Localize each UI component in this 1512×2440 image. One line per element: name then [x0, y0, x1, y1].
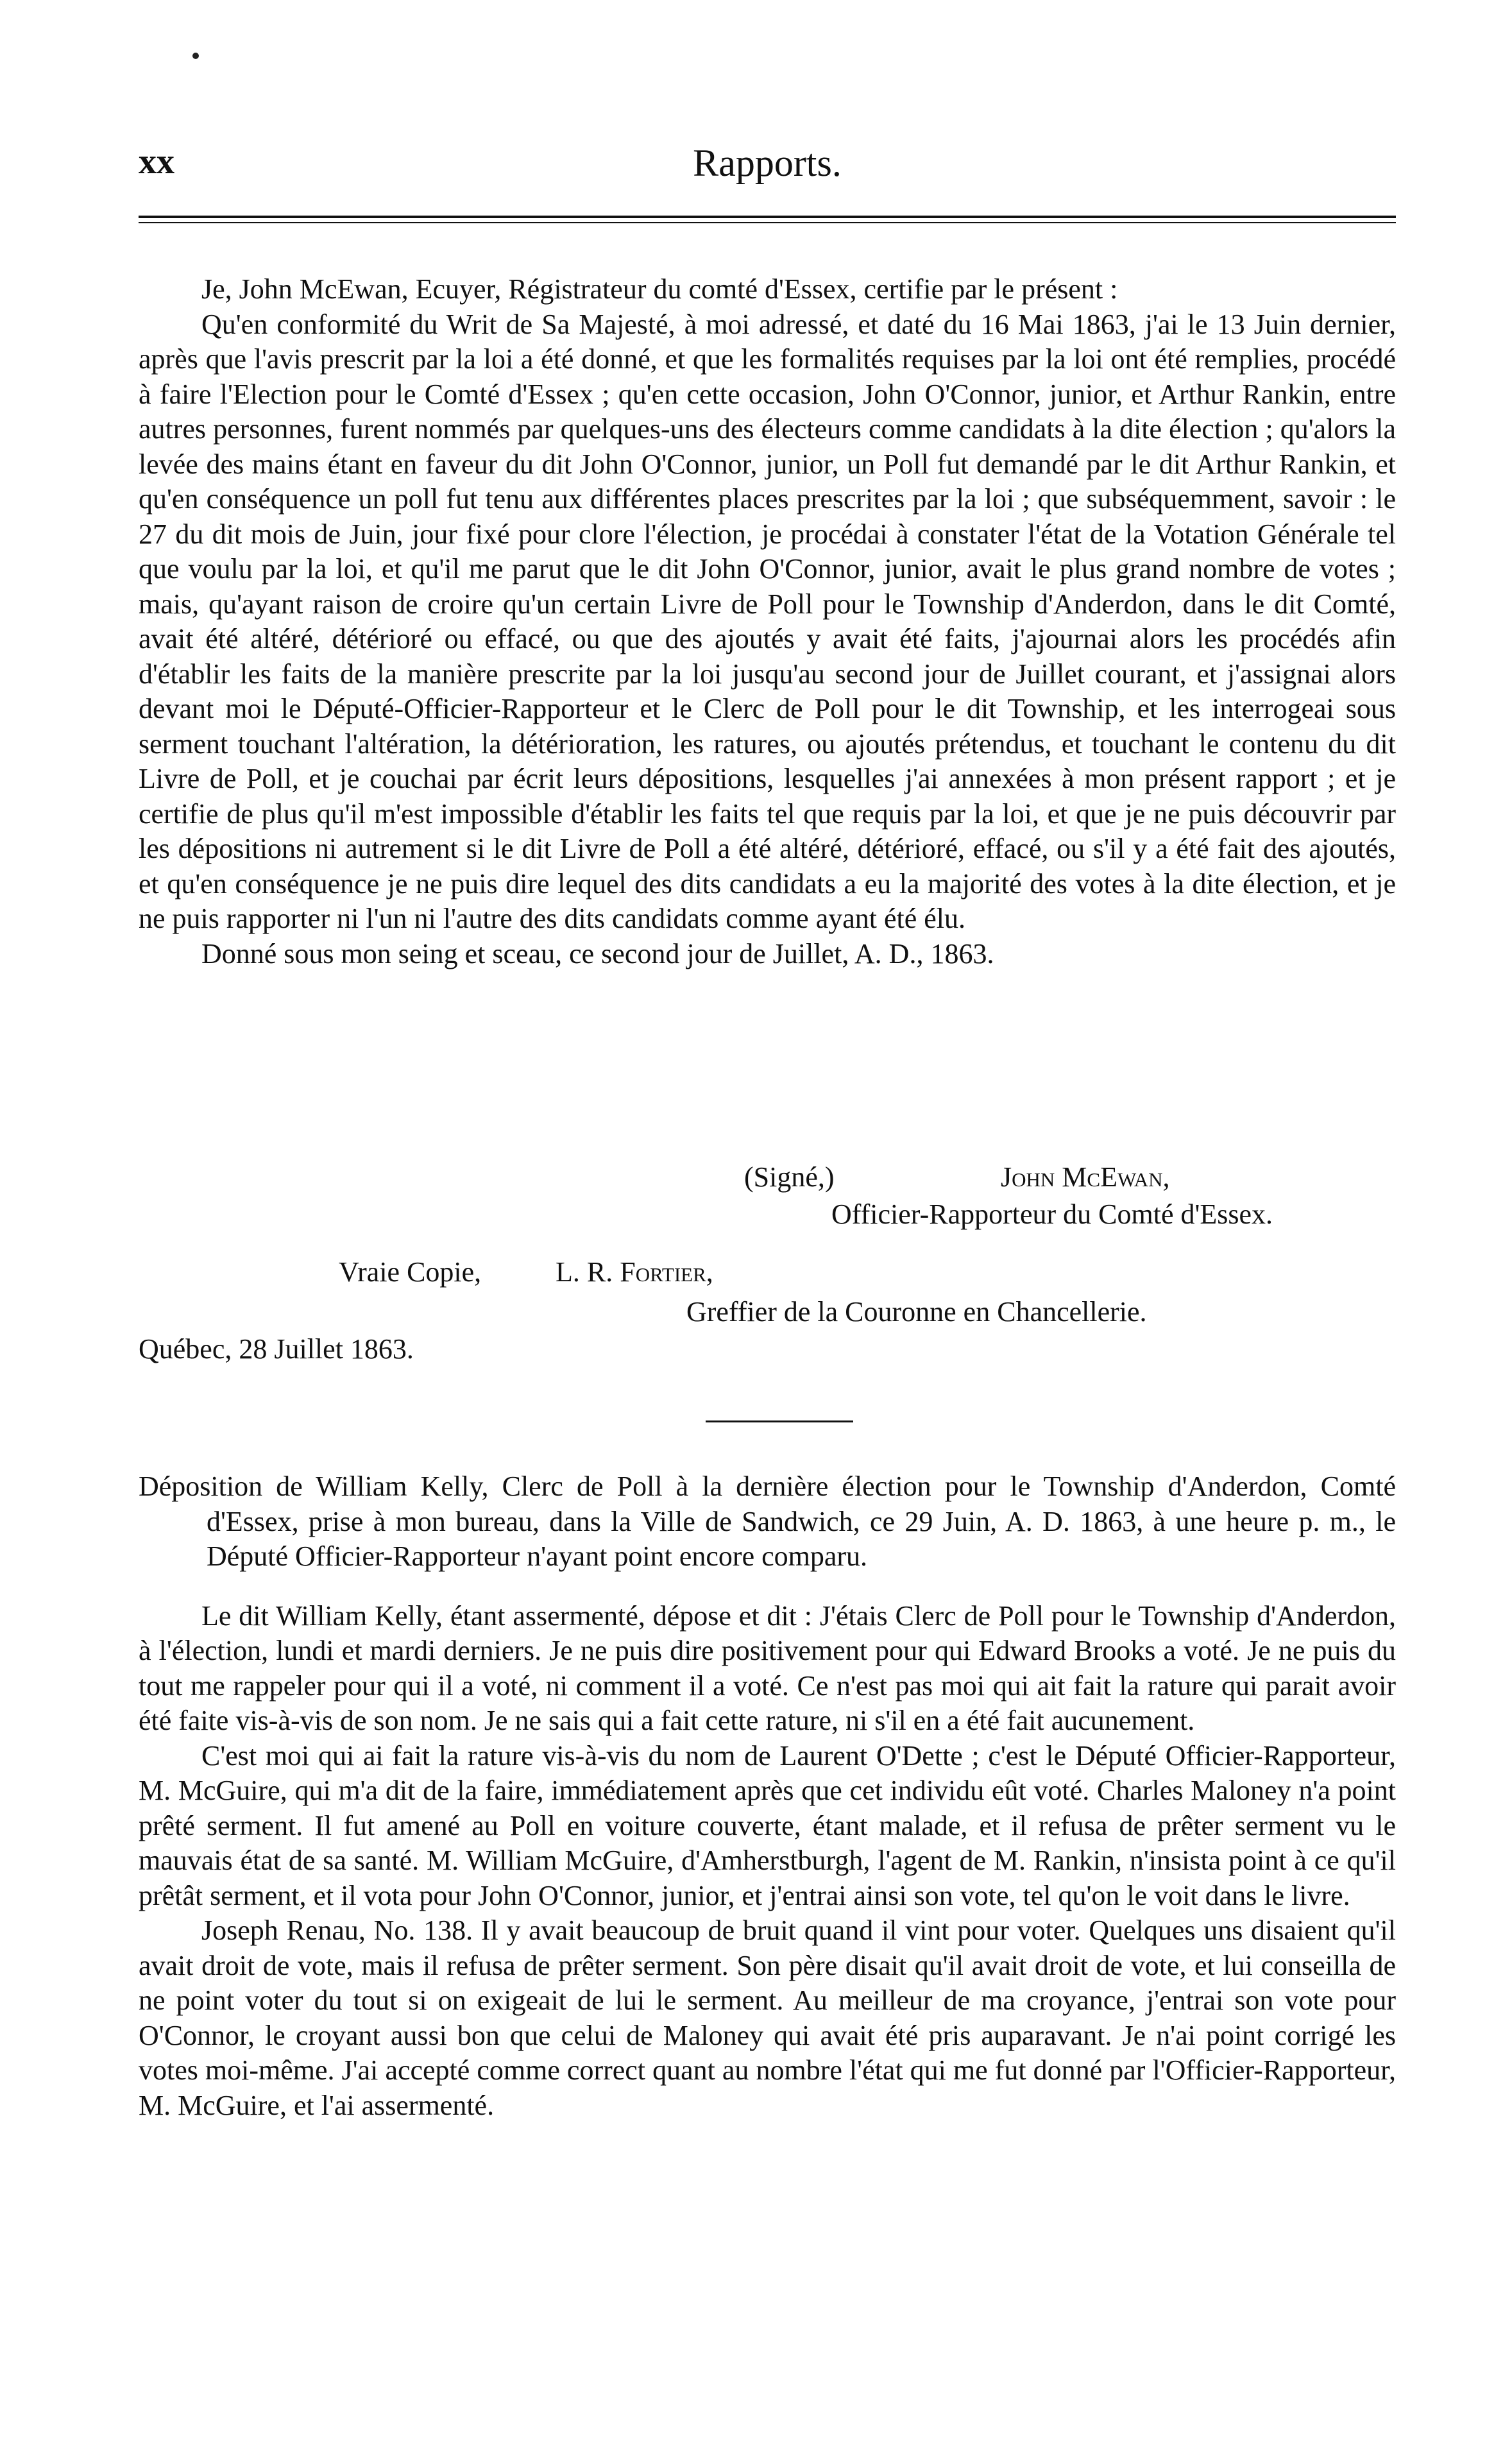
- header-rule-thick: [139, 216, 1396, 218]
- page-header: [139, 141, 1396, 192]
- page-number: xx: [139, 142, 174, 182]
- report-body: Qu'en conformité du Writ de Sa Majesté, à moi adressé, et daté du 16 Mai 1863, j'ai le 13 Juin dernier, après que l'avis prescrit par la loi a été donné, et que les formalités requises par la loi ont été remplies, procédé à faire l'Election pour le Comté d'Essex ; qu'en cette occasion, John O'Connor, junior, et Arthur Rankin, entre autres personnes, furent nommés par quelques-uns des électeurs comme candidats à la dite élection ; qu'alors la levée des mains étant en faveur du dit John O'Connor, junior, un Poll fut demandé par le dit Arthur Rankin, et qu'en conséquence un poll fut tenu aux différentes places prescrites par la loi ; que subséquemment, savoir : le 27 du dit mois de Juin, jour fixé pour clore l'élection, je procédai à constater l'état de la Votation Générale tel que voulu par la loi, et qu'il me parut que le dit John O'Connor, junior, avait le plus grand nombre de votes ; mais, qu'ayant raison de croire qu'un certain Livre de Poll pour le Township d'Anderdon, dans le dit Comté, avait été altéré, détérioré ou effacé, ou que des ajoutés y avait été faits, j'ajournai alors les procédés afin d'établir les faits de la manière prescrite par la loi jusqu'au second jour de Juillet courant, et j'assignai alors devant moi le Député-Officier-Rapporteur et le Clerc de Poll pour le dit Township, et les interrogeai sous serment touchant l'altération, la détérioration, les ratures, ou ajoutés prétendus, et touchant le contenu du dit Livre de Poll, et je couchai par écrit leurs dépositions, lesquelles j'ai annexées à mon présent rapport ; et je certifie de plus qu'il m'est impossible d'établir les faits tel que requis par la loi, et que je ne puis découvrir par les dépositions ni autrement si le dit Livre de Poll a été altéré, détérioré, effacé, ou s'il y a été fait des ajoutés, et qu'en conséquence je ne puis dire lequel des dits candidats a eu la majorité des votes à la dite élection, et je ne puis rapporter ni l'un ni l'autre des dits candidats comme ayant été élu.: [139, 308, 1396, 934]
- report-section: [139, 272, 1396, 971]
- report-closing: Donné sous mon seing et sceau, ce second jour de Juillet, A. D., 1863.: [201, 937, 994, 969]
- signed-label: (Signé,): [744, 1161, 835, 1193]
- copy-label: Vraie Copie,: [339, 1256, 482, 1288]
- signer-title: Officier-Rapporteur du Comté d'Essex.: [831, 1199, 1273, 1230]
- certifier-title: Greffier de la Couronne en Chancellerie.: [686, 1296, 1147, 1327]
- section-divider: [706, 1420, 853, 1422]
- signer-name: John McEwan,: [1001, 1161, 1170, 1193]
- header-rule-thin: [139, 222, 1396, 223]
- ink-spot: [192, 53, 199, 59]
- deposition-paragraph-3: Joseph Renau, No. 138. Il y avait beaucoup de bruit quand il vint pour voter. Quelques uns disaient qu'il avait droit de vote, mais il refusa de prêter serment. Son père disait qu'il avait droit de vote, et lui conseilla de ne point voter du tout si on exigeait de lui le serment. Au meilleur de ma croyance, j'entrai son vote pour O'Connor, le croyant aussi bon que celui de Maloney qui avait été pris auparavant. Je n'ai point corrigé les votes moi-même. J'ai accepté comme correct quant au nombre l'état qui me fut donné par l'Officier-Rapporteur, M. McGuire, et l'ai assermenté.: [139, 1915, 1396, 2121]
- place-date: Québec, 28 Juillet 1863.: [139, 1333, 414, 1365]
- deposition-heading: Déposition de William Kelly, Clerc de Poll à la dernière élection pour le Township d'Anderdon, Comté d'Essex, prise à mon bureau, dans la Ville de Sandwich, ce 29 Juin, A. D. 1863, à une heure p. m., le Député Officier-Rapporteur n'ayant point encore comparu.: [139, 1471, 1396, 1572]
- certifier-name: L. R. Fortier,: [556, 1256, 713, 1288]
- deposition-paragraph-2: C'est moi qui ai fait la rature vis-à-vis du nom de Laurent O'Dette ; c'est le Député Officier-Rapporteur, M. McGuire, qui m'a dit de la faire, immédiatement après que cet individu eût voté. Charles Maloney n'a point prêté serment. Il fut amené au Poll en voiture couverte, étant malade, et il refusa de prêter serment vu le mauvais état de sa santé. M. William McGuire, d'Amherstburgh, l'agent de M. Rankin, n'insista point à ce qu'il prêtât serment, et il vota pour John O'Connor, junior, et j'entrai ainsi son vote, tel qu'on le voit dans le livre.: [139, 1739, 1396, 1911]
- deposition-paragraph-1: Le dit William Kelly, étant assermenté, dépose et dit : J'étais Clerc de Poll pour le Township d'Anderdon, à l'élection, lundi et mardi derniers. Je ne puis dire positivement pour qui Edward Brooks a voté. Je ne puis du tout me rappeler pour qui il a voté, ni comment il a voté. Ce n'est pas moi qui ait fait la rature qui parait avoir été faite vis-à-vis de son nom. Je ne sais qui a fait cette rature, ni s'il en a été fait aucunement.: [139, 1600, 1396, 1736]
- deposition-section: [139, 1469, 1396, 2123]
- running-title: Rapports.: [693, 142, 842, 184]
- report-opening: Je, John McEwan, Ecuyer, Régistrateur du comté d'Essex, certifie par le présent :: [201, 273, 1118, 305]
